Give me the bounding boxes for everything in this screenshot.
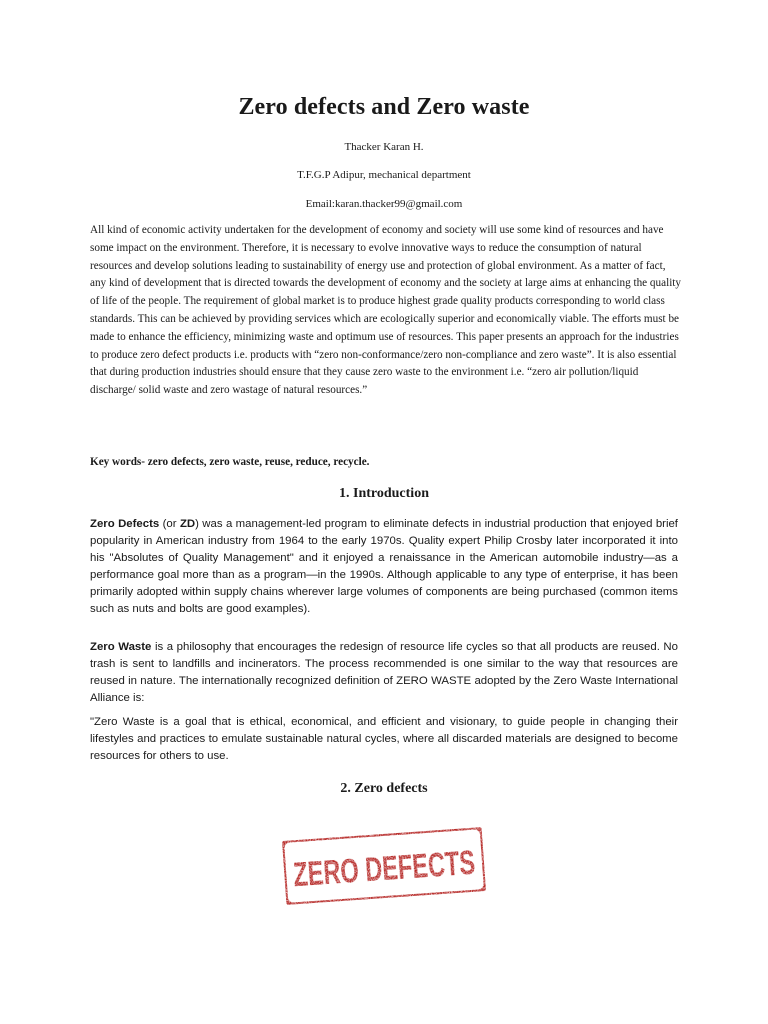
zero-defects-term: Zero Defects (90, 518, 160, 530)
zero-defects-stamp-image (276, 818, 557, 914)
zd-text-a: ) was a management-led program to eliminate defects in industrial production that enjoyed brief popularity in American industry from 1964 to the early 1970s. Quality expert (90, 518, 678, 547)
zd-text-c: wherever large volumes of components are being purchased (common items such as nuts and bolts are good examples). (90, 586, 678, 615)
stamp-group (282, 827, 557, 905)
zero-waste-paragraph (90, 639, 678, 707)
paper-title: Zero defects and Zero waste (238, 94, 530, 120)
philip-crosby-link[interactable]: Philip Crosby (484, 535, 553, 547)
author-email: Email:karan.thacker99@gmail.com (305, 198, 463, 210)
section-heading-introduction: 1. Introduction (339, 486, 429, 501)
zero-waste-quote: "Zero Waste is a goal that is ethical, economical, and efficient and visionary, to guide people in changing their lifestyles and practices to emulate sustainable natural cycles, where all discarded materials are designed to become resources for others to use. (90, 716, 678, 762)
author-affiliation: T.F.G.P Adipur, mechanical department (297, 169, 471, 181)
stamp-graphic (276, 818, 557, 914)
keywords: Key words- zero defects, zero waste, reuse, reduce, recycle. (90, 456, 370, 468)
zd-open-paren: (or (159, 518, 180, 530)
zw-text: is a philosophy that encourages the redesign of resource life cycles so that all products are reused. No trash is sent to landfills and incinerators. The process recommended is one similar to the way that resources are reused in nature. The internationally recognized definition of ZERO WASTE adopted by the Zero Waste International Alliance is: (90, 641, 678, 704)
zd-text-b: later incorporated it into his "Absolutes of Quality Management" and it enjoyed a renaissance in the American automobile industry—as a performance goal more than as a program—in the 1990s. Although applicable to any type of enterprise, it has been primarily adopted within (90, 535, 678, 598)
section-heading-zero-defects: 2. Zero defects (340, 781, 428, 796)
author-name: Thacker Karan H. (344, 141, 424, 153)
zero-waste-term: Zero Waste (90, 641, 152, 653)
zero-defects-paragraph (90, 516, 678, 618)
abstract-paragraph: All kind of economic activity undertaken for the development of economy and society will use some kind of resources and have some impact on the environment. Therefore, it is necessary to evolve innovative ways to reduce the consumption of natural resources and develop solutions leading to sustainability of energy use and protection of global environment. As a matter of fact, any kind of development that is directed towards the development of economy and the society at large aims at enhancing the quality of life of the people. The requirement of global market is to produce highest grade quality products corresponding to world class standards. This can be achieved by providing services which are ecologically superior and economically viable. The efforts must be made to enhance the efficiency, minimizing waste and optimum use of resources. This paper presents an approach for the industries to produce zero defect products i.e. products with “zero non-conformance/zero non-compliance and zero waste”. It is also essential that during production industries should ensure that they cause zero waste to the environment i.e. “zero air pollution/liquid discharge/ solid waste and zero wastage of natural resources.” (90, 224, 681, 397)
supply-chains-link[interactable]: supply chains (214, 586, 284, 598)
stamp-text: ZERO DEFECTS (292, 838, 557, 895)
zd-abbreviation: ZD (179, 518, 196, 530)
